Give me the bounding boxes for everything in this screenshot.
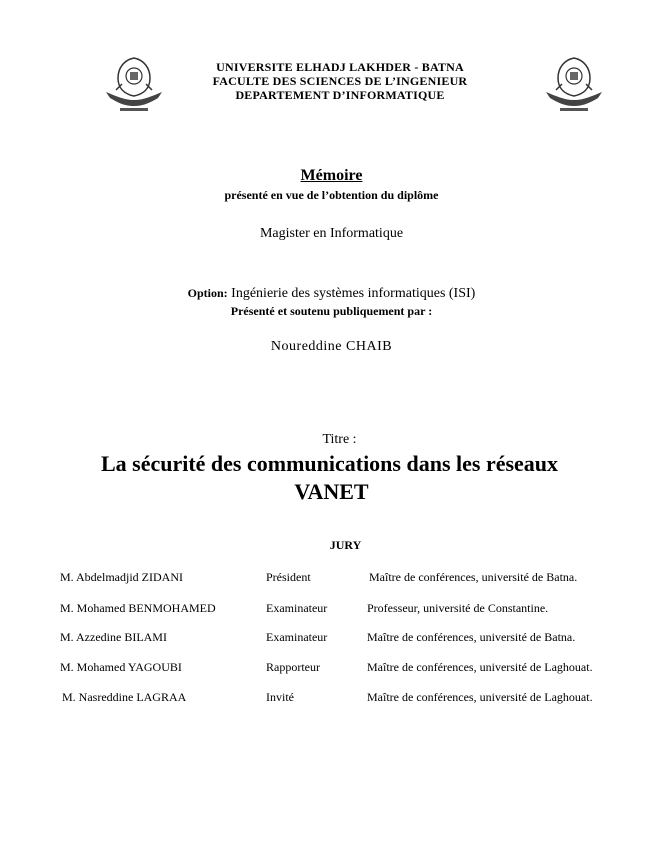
jury-member-affiliation: Maître de conférences, université de Laghouat.	[367, 660, 593, 674]
memoire-subtitle: présenté en vue de l’obtention du diplôme	[224, 188, 439, 202]
option-value: Ingénierie des systèmes informatiques (ISI)	[231, 286, 476, 301]
jury-member-affiliation: Professeur, université de Constantine.	[367, 601, 549, 615]
presented-by: Présenté et soutenu publiquement par :	[230, 304, 433, 318]
jury-member-affiliation: Maître de conférences, université de Batna.	[369, 570, 578, 584]
jury-heading: JURY	[329, 538, 362, 552]
memoire-title: Mémoire	[300, 167, 363, 184]
jury-member-name: M. Mohamed BENMOHAMED	[60, 601, 216, 615]
thesis-title-line1: La sécurité des communications dans les réseaux	[100, 451, 559, 476]
university-logo-right	[542, 54, 606, 116]
option-line	[0, 284, 663, 303]
jury-member-role: Président	[266, 570, 311, 584]
faculty-name: FACULTE DES SCIENCES DE L’INGENIEUR	[212, 74, 468, 88]
jury-member-affiliation: Maître de conférences, université de Laghouat.	[367, 690, 593, 704]
degree: Magister en Informatique	[259, 226, 404, 241]
university-name: UNIVERSITE ELHADJ LAKHDER - BATNA	[216, 60, 464, 74]
thesis-title-line2: VANET	[294, 479, 369, 504]
jury-member-affiliation: Maître de conférences, université de Batna.	[367, 630, 576, 644]
jury-member-role: Examinateur	[266, 630, 328, 644]
jury-member-role: Invité	[266, 690, 294, 704]
jury-member-name: M. Abdelmadjid ZIDANI	[60, 570, 183, 584]
option-label: Option:	[187, 286, 228, 300]
department-name: DEPARTEMENT D’INFORMATIQUE	[235, 88, 445, 102]
author-name: Noureddine CHAIB	[270, 339, 393, 354]
jury-member-name: M. Nasreddine LAGRAA	[62, 690, 187, 704]
jury-member-role: Rapporteur	[266, 660, 320, 674]
institution-header	[140, 60, 540, 102]
jury-member-role: Examinateur	[266, 601, 328, 615]
jury-member-name: M. Azzedine BILAMI	[60, 630, 167, 644]
title-label: Titre :	[322, 432, 357, 447]
jury-member-name: M. Mohamed YAGOUBI	[60, 660, 182, 674]
